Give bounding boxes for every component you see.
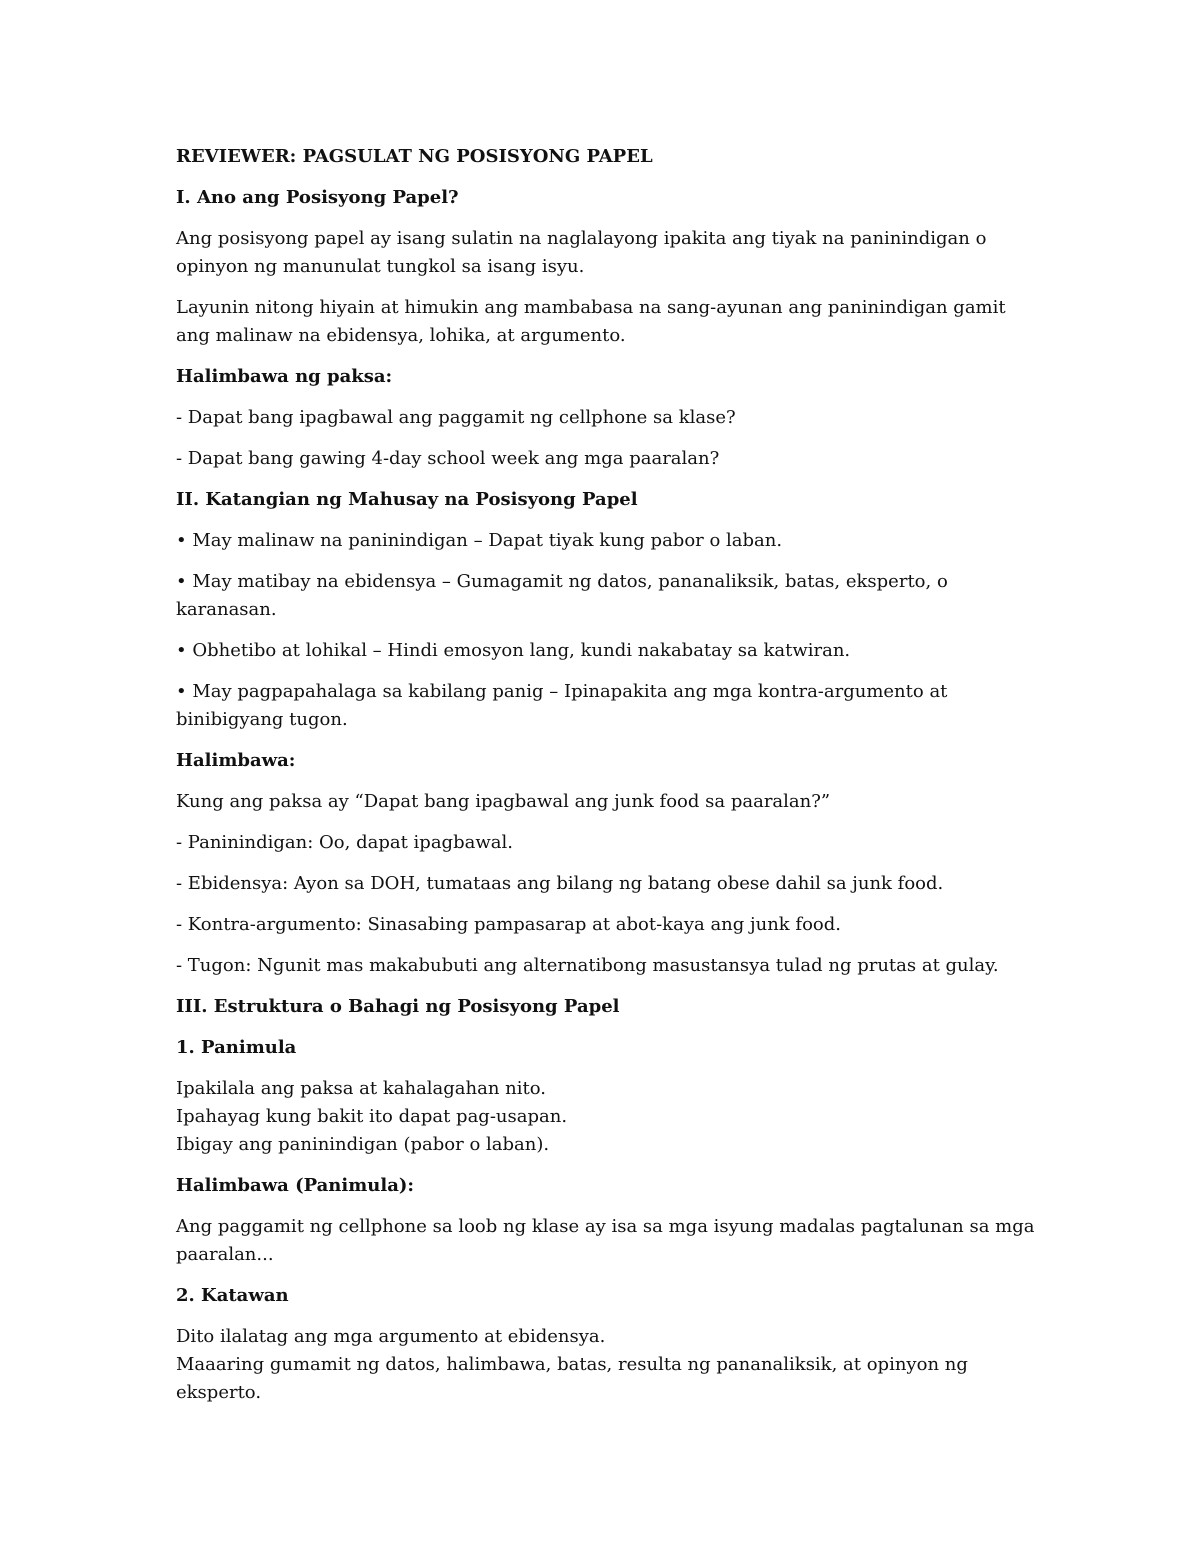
list-item: - Kontra-argumento: Sinasabing pampasarap at abot-kaya ang junk food.	[176, 914, 841, 935]
section-heading: II. Katangian ng Mahusay na Posisyong Papel	[176, 489, 638, 510]
bullet-item: • Obhetibo at lohikal – Hindi emosyon lang, kundi nakabatay sa katwiran.	[176, 640, 851, 661]
document-title: REVIEWER: PAGSULAT NG POSISYONG PAPEL	[176, 146, 653, 167]
list-item: - Dapat bang ipagbawal ang paggamit ng cellphone sa klase?	[176, 407, 736, 428]
paragraph: Ipakilala ang paksa at kahalagahan nito. Ipahayag kung bakit ito dapat pag-usapan. Ibigay ang paninindigan (pabor o laban).	[176, 1078, 568, 1155]
subheading: Halimbawa:	[176, 750, 296, 771]
bullet-item: • May malinaw na paninindigan – Dapat tiyak kung pabor o laban.	[176, 530, 783, 551]
bullet-item: • May matibay na ebidensya – Gumagamit ng datos, pananaliksik, batas, eksperto, o karanasan.	[176, 571, 948, 620]
list-item: - Ebidensya: Ayon sa DOH, tumataas ang bilang ng batang obese dahil sa junk food.	[176, 873, 944, 894]
paragraph: Layunin nitong hiyain at himukin ang mambabasa na sang-ayunan ang paninindigan gamit ang malinaw na ebidensya, lohika, at argumento.	[176, 297, 1006, 346]
section-heading: I. Ano ang Posisyong Papel?	[176, 187, 459, 208]
document-body	[176, 143, 1036, 1420]
paragraph: Ang paggamit ng cellphone sa loob ng klase ay isa sa mga isyung madalas pagtalunan sa mga paaralan...	[176, 1216, 1035, 1265]
subheading: Halimbawa (Panimula):	[176, 1175, 415, 1196]
section-heading: III. Estruktura o Bahagi ng Posisyong Papel	[176, 996, 620, 1017]
paragraph: Dito ilalatag ang mga argumento at ebidensya. Maaaring gumamit ng datos, halimbawa, batas, resulta ng pananaliksik, at opinyon ng eksperto.	[176, 1326, 968, 1403]
list-item: - Tugon: Ngunit mas makabubuti ang alternatibong masustansya tulad ng prutas at gulay.	[176, 955, 999, 976]
subheading: 1. Panimula	[176, 1037, 297, 1058]
list-item: - Paninindigan: Oo, dapat ipagbawal.	[176, 832, 513, 853]
paragraph: Kung ang paksa ay “Dapat bang ipagbawal ang junk food sa paaralan?”	[176, 791, 831, 812]
paragraph: Ang posisyong papel ay isang sulatin na naglalayong ipakita ang tiyak na paninindigan o opinyon ng manunulat tungkol sa isang isyu.	[176, 228, 987, 277]
subheading: Halimbawa ng paksa:	[176, 366, 393, 387]
bullet-item: • May pagpapahalaga sa kabilang panig – Ipinapakita ang mga kontra-argumento at binibigyang tugon.	[176, 681, 948, 730]
list-item: - Dapat bang gawing 4-day school week ang mga paaralan?	[176, 448, 720, 469]
subheading: 2. Katawan	[176, 1285, 289, 1306]
